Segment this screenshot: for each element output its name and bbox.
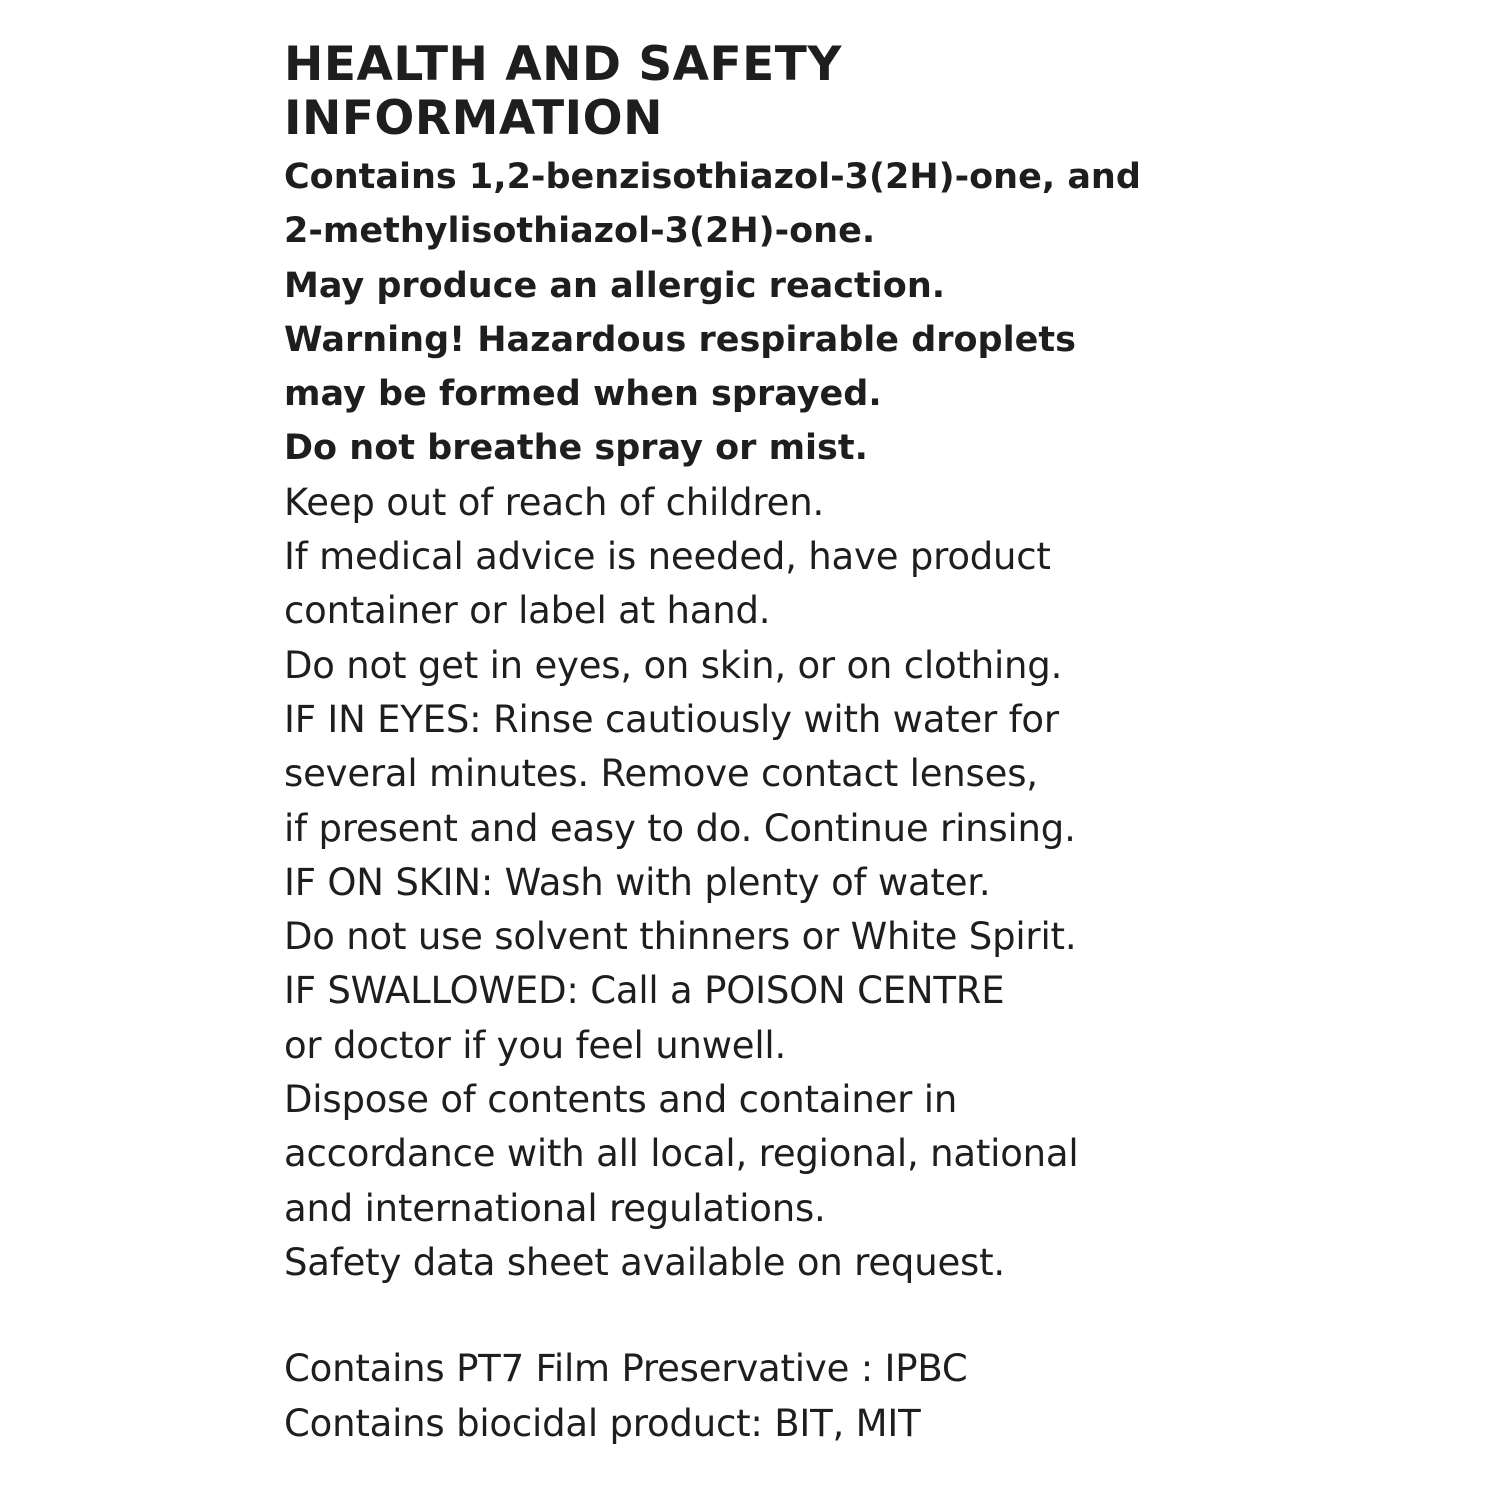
- hazard-line: 2-methylisothiazol-3(2H)-one.: [284, 211, 876, 252]
- precaution-line: Do not use solvent thinners or White Spirit.: [284, 915, 1077, 959]
- biocide-line: Contains PT7 Film Preservative : IPBC: [284, 1347, 968, 1391]
- precaution-line: and international regulations.: [284, 1186, 826, 1230]
- biocide-statements: [284, 1342, 1284, 1451]
- precaution-line: or doctor if you feel unwell.: [284, 1023, 787, 1067]
- spacer: [284, 1290, 1284, 1342]
- safety-label: [284, 38, 1284, 1451]
- label-title: HEALTH AND SAFETY INFORMATION: [284, 37, 842, 146]
- precaution-line: container or label at hand.: [284, 589, 771, 633]
- precaution-line: Do not get in eyes, on skin, or on clothing.: [284, 643, 1063, 687]
- hazard-line: Contains 1,2-benzisothiazol-3(2H)-one, and: [284, 157, 1141, 197]
- precaution-line: IF SWALLOWED: Call a POISON CENTRE: [284, 969, 1005, 1013]
- precaution-line: IF ON SKIN: Wash with plenty of water.: [284, 860, 991, 904]
- precaution-line: If medical advice is needed, have product: [284, 535, 1051, 579]
- biocide-line: Contains biocidal product: BIT, MIT: [284, 1401, 921, 1445]
- hazard-line: May produce an allergic reaction.: [284, 265, 946, 306]
- hazard-line: may be formed when sprayed.: [284, 374, 882, 415]
- precaution-line: Keep out of reach of children.: [284, 480, 825, 524]
- precaution-line: IF IN EYES: Rinse cautiously with water for: [284, 697, 1059, 741]
- hazard-statements: [284, 150, 1284, 476]
- hazard-line: Warning! Hazardous respirable droplets: [284, 319, 1076, 360]
- precaution-line: Safety data sheet available on request.: [284, 1240, 1005, 1284]
- precaution-line: accordance with all local, regional, national: [284, 1132, 1079, 1176]
- precaution-line: Dispose of contents and container in: [284, 1078, 958, 1122]
- hazard-line: Do not breathe spray or mist.: [284, 428, 868, 469]
- precaution-line: if present and easy to do. Continue rinsing.: [284, 806, 1076, 850]
- precaution-line: several minutes. Remove contact lenses,: [284, 752, 1038, 796]
- precautionary-statements: [284, 476, 1284, 1290]
